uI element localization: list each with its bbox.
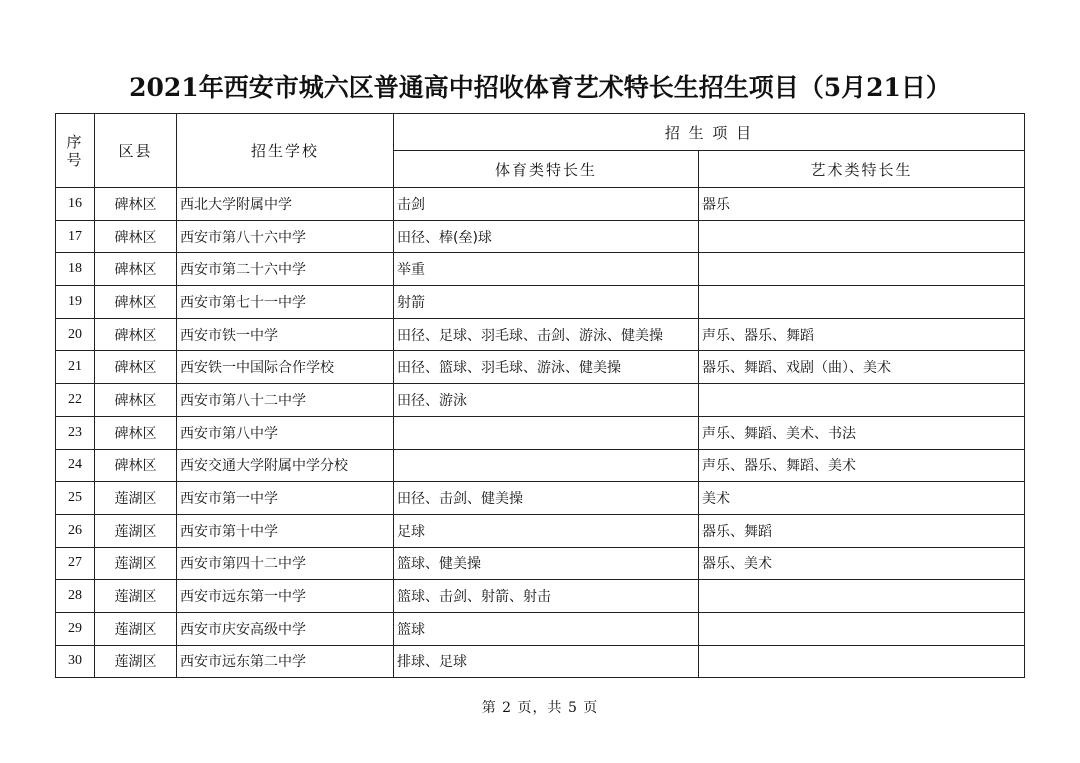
table-row: [56, 612, 1025, 645]
row-sport-items: 射箭: [394, 286, 699, 319]
table-row: [56, 482, 1025, 515]
row-school: 西安市第二十六中学: [177, 253, 394, 286]
row-sport-items: 田径、击剑、健美操: [394, 482, 699, 515]
row-school: 西北大学附属中学: [177, 188, 394, 221]
row-school: 西安交通大学附属中学分校: [177, 449, 394, 482]
col-header-art: 艺术类特长生: [699, 151, 1025, 188]
row-number: 19: [56, 286, 95, 319]
table-row: [56, 514, 1025, 547]
col-header-seq-line2: 号: [66, 150, 84, 169]
row-district: 莲湖区: [95, 547, 177, 580]
row-number: 30: [56, 645, 95, 678]
row-district: 碑林区: [95, 286, 177, 319]
row-sport-items: 篮球、健美操: [394, 547, 699, 580]
row-art-items: 器乐、舞蹈、戏剧（曲）、美术: [699, 351, 1025, 384]
table-row: [56, 547, 1025, 580]
row-number: 20: [56, 318, 95, 351]
table-row: [56, 449, 1025, 482]
row-sport-items: 足球: [394, 514, 699, 547]
row-art-items: 声乐、器乐、舞蹈: [699, 318, 1025, 351]
col-header-district: 区县: [95, 114, 177, 188]
row-art-items: [699, 220, 1025, 253]
row-number: 17: [56, 220, 95, 253]
col-header-school: 招生学校: [177, 114, 394, 188]
row-sport-items: 篮球、击剑、射箭、射击: [394, 580, 699, 613]
row-art-items: [699, 384, 1025, 417]
header-row-1: [56, 114, 1025, 151]
row-number: 24: [56, 449, 95, 482]
row-number: 16: [56, 188, 95, 221]
row-art-items: 声乐、器乐、舞蹈、美术: [699, 449, 1025, 482]
row-number: 23: [56, 416, 95, 449]
col-header-seq: [56, 114, 95, 188]
table-row: [56, 645, 1025, 678]
row-school: 西安市庆安高级中学: [177, 612, 394, 645]
row-school: 西安市第四十二中学: [177, 547, 394, 580]
row-school: 西安市远东第二中学: [177, 645, 394, 678]
row-number: 22: [56, 384, 95, 417]
row-number: 27: [56, 547, 95, 580]
row-sport-items: 田径、游泳: [394, 384, 699, 417]
row-number: 28: [56, 580, 95, 613]
table-row: [56, 253, 1025, 286]
row-district: 碑林区: [95, 188, 177, 221]
admissions-table: [55, 113, 1025, 678]
row-sport-items: 田径、足球、羽毛球、击剑、游泳、健美操: [394, 318, 699, 351]
row-number: 26: [56, 514, 95, 547]
row-art-items: [699, 253, 1025, 286]
row-district: 碑林区: [95, 416, 177, 449]
row-sport-items: 击剑: [394, 188, 699, 221]
row-art-items: [699, 580, 1025, 613]
row-art-items: 器乐、美术: [699, 547, 1025, 580]
row-district: 碑林区: [95, 449, 177, 482]
row-sport-items: 篮球: [394, 612, 699, 645]
row-art-items: 美术: [699, 482, 1025, 515]
row-district: 碑林区: [95, 384, 177, 417]
col-header-project: 招 生 项 目: [394, 114, 1025, 151]
row-sport-items: [394, 449, 699, 482]
row-art-items: [699, 645, 1025, 678]
row-district: 莲湖区: [95, 482, 177, 515]
row-sport-items: 举重: [394, 253, 699, 286]
row-art-items: [699, 612, 1025, 645]
row-art-items: 器乐、舞蹈: [699, 514, 1025, 547]
table-row: [56, 351, 1025, 384]
row-district: 莲湖区: [95, 612, 177, 645]
row-district: 莲湖区: [95, 514, 177, 547]
row-school: 西安市第八十六中学: [177, 220, 394, 253]
row-sport-items: 排球、足球: [394, 645, 699, 678]
row-district: 碑林区: [95, 253, 177, 286]
table-row: [56, 286, 1025, 319]
row-school: 西安市第七十一中学: [177, 286, 394, 319]
row-school: 西安铁一中国际合作学校: [177, 351, 394, 384]
row-school: 西安市第一中学: [177, 482, 394, 515]
row-district: 碑林区: [95, 351, 177, 384]
row-district: 莲湖区: [95, 645, 177, 678]
row-school: 西安市第八十二中学: [177, 384, 394, 417]
row-number: 18: [56, 253, 95, 286]
row-district: 碑林区: [95, 220, 177, 253]
row-sport-items: 田径、棒(垒)球: [394, 220, 699, 253]
row-number: 29: [56, 612, 95, 645]
page-title: 2021年西安市城六区普通高中招收体育艺术特长生招生项目（5月21日）: [129, 73, 951, 102]
table-row: [56, 384, 1025, 417]
table-row: [56, 580, 1025, 613]
col-header-sport: 体育类特长生: [394, 151, 699, 188]
row-number: 25: [56, 482, 95, 515]
col-header-seq-line1: 序: [66, 132, 84, 151]
row-district: 碑林区: [95, 318, 177, 351]
table-row: [56, 416, 1025, 449]
row-school: 西安市铁一中学: [177, 318, 394, 351]
table-row: [56, 318, 1025, 351]
row-school: 西安市第十中学: [177, 514, 394, 547]
row-number: 21: [56, 351, 95, 384]
row-sport-items: [394, 416, 699, 449]
page-footer: 第 2 页，共 5 页: [481, 700, 599, 716]
row-sport-items: 田径、篮球、羽毛球、游泳、健美操: [394, 351, 699, 384]
row-art-items: 声乐、舞蹈、美术、书法: [699, 416, 1025, 449]
table-row: [56, 220, 1025, 253]
row-art-items: [699, 286, 1025, 319]
row-district: 莲湖区: [95, 580, 177, 613]
table-row: [56, 188, 1025, 221]
row-school: 西安市第八中学: [177, 416, 394, 449]
row-school: 西安市远东第一中学: [177, 580, 394, 613]
row-art-items: 器乐: [699, 188, 1025, 221]
